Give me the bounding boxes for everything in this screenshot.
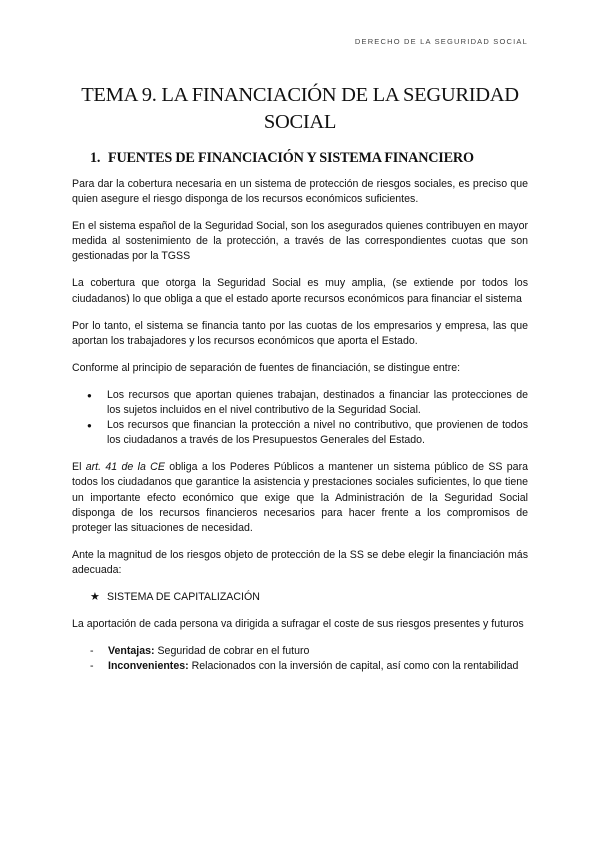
paragraph: Para dar la cobertura necesaria en un sistema de protección de riesgos sociales, es preciso que quien asegure el riesgo disponga de los recursos económicos suficientes. <box>72 178 528 206</box>
dash-term: Inconvenientes: <box>108 660 189 673</box>
dash-list <box>72 644 528 674</box>
dash-item <box>72 644 528 659</box>
article-prefix: El <box>72 461 82 474</box>
document-title: TEMA 9. LA FINANCIACIÓN DE LA SEGURIDAD SOCIAL <box>81 84 519 133</box>
system-item <box>72 590 528 605</box>
system-label: SISTEMA DE CAPITALIZACIÓN <box>107 590 260 603</box>
article-paragraph <box>72 460 528 535</box>
article-text: obliga a los Poderes Públicos a mantener un sistema público de SS para todos los ciudadanos que garantice la asistencia y prestaciones sociales suficientes, lo que tiene un importante efecto económico que exige que la Administración de la Seguridad Social disponga de los recursos financieros necesarios para hacer frente a los compromisos de proteger las situaciones de necesidad. <box>72 461 528 534</box>
dash-term: Ventajas: <box>108 645 155 658</box>
star-icon: ★ <box>90 590 100 603</box>
bullet-item: ● Los recursos que aportan quienes trabajan, destinados a financiar las protecciones de los sujetos incluidos en el nivel contributivo de la Seguridad Social. <box>72 388 528 418</box>
section-number: 1. <box>90 150 101 166</box>
paragraph: La aportación de cada persona va dirigida a sufragar el coste de sus riesgos presentes y futuros <box>72 618 524 631</box>
paragraph: Ante la magnitud de los riesgos objeto de protección de la SS se debe elegir la financiación más adecuada: <box>72 548 528 576</box>
article-reference: art. 41 de la CE <box>85 461 165 474</box>
dash-text: Seguridad de cobrar en el futuro <box>157 645 310 658</box>
document-body <box>72 177 528 674</box>
bullet-item: ● Los recursos que financian la protección a nivel no contributivo, que provienen de todos los ciudadanos a través de los Presupuestos Generales del Estado. <box>72 418 528 448</box>
paragraph: La cobertura que otorga la Seguridad Social es muy amplia, (se extiende por todos los ciudadanos) lo que obliga a que el estado aporte recursos económicos para financiar el sistema <box>72 277 528 305</box>
bullet-list <box>72 388 528 448</box>
section-heading <box>90 150 474 167</box>
dash-item <box>72 659 528 674</box>
paragraph: Conforme al principio de separación de fuentes de financiación, se distingue entre: <box>72 361 461 374</box>
paragraph: Por lo tanto, el sistema se financia tanto por las cuotas de los empresarios y empresa, las que aportan los trabajadores y los recursos económicos que aporta el Estado. <box>72 319 528 347</box>
dash-text: Relacionados con la inversión de capital, así como con la rentabilidad <box>191 660 519 673</box>
paragraph: En el sistema español de la Seguridad Social, son los asegurados quienes contribuyen en mayor medida al sostenimiento de la protección, a través de las correspondientes cuotas que son gestionadas por la TGSS <box>72 220 528 263</box>
page-header: DERECHO DE LA SEGURIDAD SOCIAL <box>354 37 528 46</box>
section-heading-text: FUENTES DE FINANCIACIÓN Y SISTEMA FINANCIERO <box>108 150 474 166</box>
